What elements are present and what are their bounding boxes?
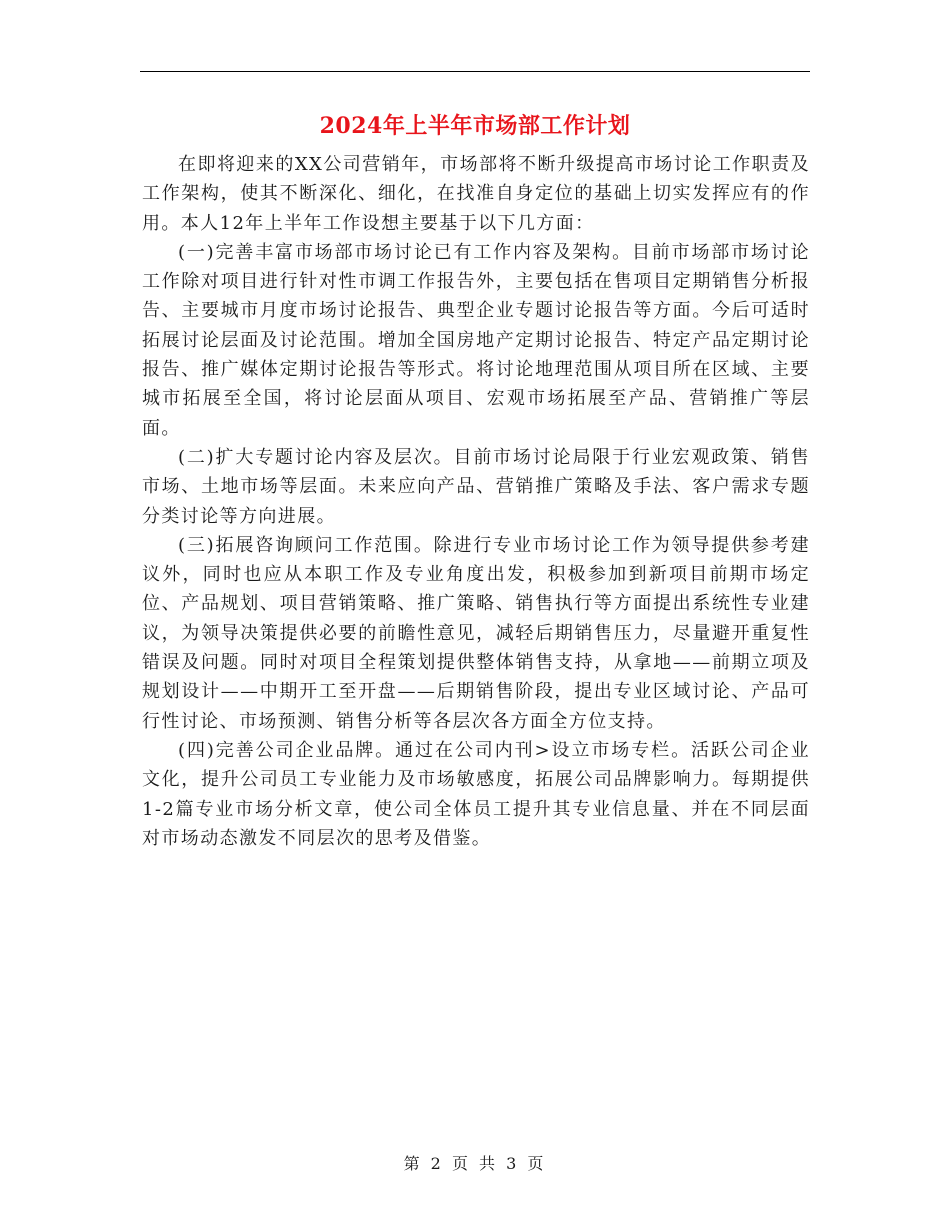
paragraph-item-4: (四)完善公司企业品牌。通过在公司内刊>设立市场专栏。活跃公司企业文化，提升公司员工专业能力及市场敏感度，拓展公司品牌影响力。每期提供1-2篇专业市场分析文章，使公司全体员工提升其专业信息量、并在不同层面对市场动态激发不同层次的思考及借鉴。	[142, 739, 810, 849]
paragraph-item-3: (三)拓展咨询顾问工作范围。除进行专业市场讨论工作为领导提供参考建议外，同时也应从本职工作及专业角度出发，积极参加到新项目前期市场定位、产品规划、项目营销策略、推广策略、销售执行等方面提出系统性专业建议，为领导决策提供必要的前瞻性意见，减轻后期销售压力，尽量避开重复性错误及问题。同时对项目全程策划提供整体销售支持，从拿地——前期立项及规划设计——中期开工至开盘——后期销售阶段，提出专业区域讨论、产品可行性讨论、市场预测、销售分析等各层次各方面全方位支持。	[142, 534, 810, 732]
paragraph-intro: 在即将迎来的XX公司营销年，市场部将不断升级提高市场讨论工作职责及工作架构，使其不断深化、细化，在找准自身定位的基础上切实发挥应有的作用。本人12年上半年工作设想主要基于以下几方面：	[142, 154, 810, 234]
document-title: 2024年上半年市场部工作计划	[319, 113, 631, 139]
header-rule	[140, 71, 810, 72]
paragraph-item-1: (一)完善丰富市场部市场讨论已有工作内容及架构。目前市场部市场讨论工作除对项目进行针对性市调工作报告外，主要包括在售项目定期销售分析报告、主要城市月度市场讨论报告、典型企业专题讨论报告等方面。今后可适时拓展讨论层面及讨论范围。增加全国房地产定期讨论报告、特定产品定期讨论报告、推广媒体定期讨论报告等形式。将讨论地理范围从项目所在区域、主要城市拓展至全国，将讨论层面从项目、宏观市场拓展至产品、营销推广等层面。	[142, 241, 810, 439]
document-body	[142, 150, 810, 853]
page-number-footer: 第 2 页 共 3 页	[403, 1154, 547, 1173]
paragraph-item-2: (二)扩大专题讨论内容及层次。目前市场讨论局限于行业宏观政策、销售市场、土地市场等层面。未来应向产品、营销推广策略及手法、客户需求专题分类讨论等方向进展。	[142, 446, 810, 527]
